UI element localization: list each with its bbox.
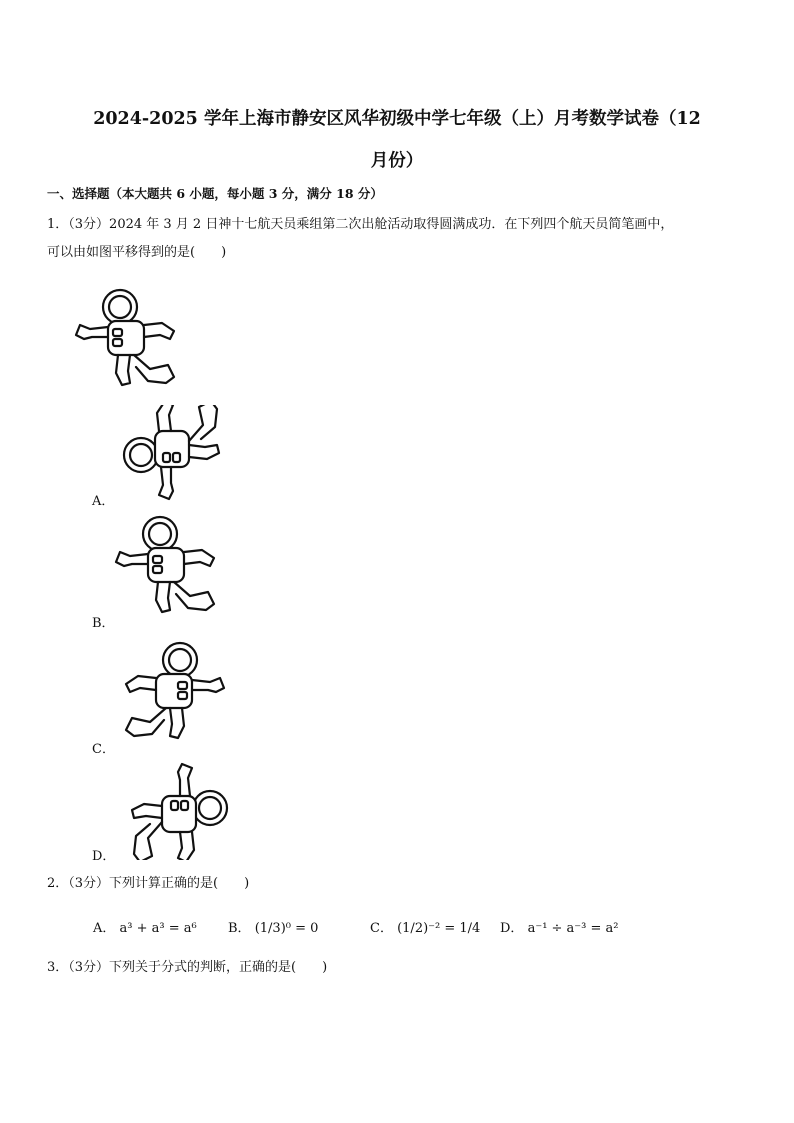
q2-option-d[interactable]	[500, 917, 619, 936]
option-a-label[interactable]: A．	[92, 494, 115, 509]
option-b-figure[interactable]	[110, 512, 235, 627]
question-1	[47, 211, 747, 267]
option-b-label[interactable]: B．	[92, 616, 115, 631]
q2-option-a[interactable]	[93, 917, 197, 936]
option-c-label[interactable]: C．	[92, 742, 115, 757]
q2-option-a-label: A．	[93, 921, 116, 936]
q2-option-d-label: D．	[500, 921, 524, 936]
astronaut-drawing-icon	[126, 643, 224, 738]
q2-option-b[interactable]	[228, 917, 318, 936]
astronaut-drawing-icon	[76, 290, 174, 385]
section-heading: 一、选择题（本大题共 6 小题，每小题 3 分，满分 18 分）	[47, 186, 383, 201]
question-2: 2．（3分）下列计算正确的是( )	[47, 876, 250, 891]
question-1-line-2: 可以由如图平移得到的是( )	[47, 245, 227, 260]
title-line-2: 月份）	[370, 151, 424, 171]
q2-option-b-label: B．	[228, 921, 251, 936]
title-line-1: 2024-2025 学年上海市静安区风华初级中学七年级（上）月考数学试卷（12	[93, 109, 701, 129]
astronaut-drawing-icon	[132, 764, 227, 860]
option-a-figure[interactable]	[112, 405, 237, 505]
astronaut-drawing-icon	[116, 517, 214, 612]
q2-option-b-expr: (1/3)⁰ = 0	[254, 921, 319, 936]
option-d-figure[interactable]	[112, 760, 242, 860]
option-d-label[interactable]: D．	[92, 849, 116, 864]
q2-option-c-expr: (1/2)⁻² = 1/4	[397, 921, 481, 936]
astronaut-drawing-icon	[124, 405, 219, 499]
q2-option-c-label: C．	[370, 921, 393, 936]
option-c-figure[interactable]	[112, 638, 237, 753]
question-1-line-1: 1．（3分）2024 年 3 月 2 日神十七航天员乘组第二次出舱活动取得圆满成功．在下列四个航天员简笔画中，	[47, 217, 674, 232]
question-3: 3．（3分）下列关于分式的判断，正确的是( )	[47, 960, 328, 975]
exam-title	[60, 98, 734, 182]
q2-option-d-expr: a⁻¹ ÷ a⁻³ = a²	[527, 921, 619, 936]
q2-option-a-expr: a³ + a³ = a⁶	[119, 921, 197, 936]
q2-option-c[interactable]	[370, 917, 480, 936]
astronaut-reference-icon	[70, 285, 195, 400]
